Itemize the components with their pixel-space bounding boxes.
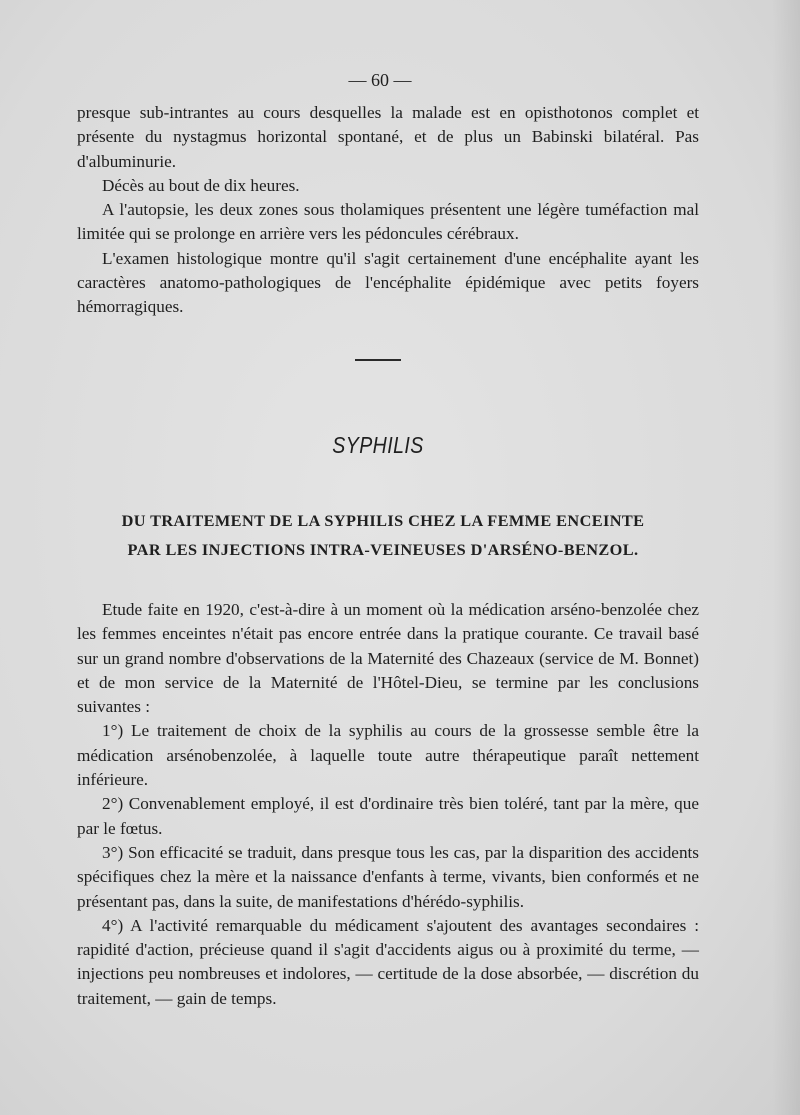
intro-text [77,101,699,320]
conclusion-item: 4°) A l'activité remarquable du médicament s'ajoutent des avantages secondaires : rapidité d'action, précieuse quand il s'agit d'accidents aigus ou à proximité du terme, — injections peu nombreuses et indolores, — certitude de la dose absorbée, — discrétion du traitement, — gain de temps. [77,915,699,1008]
section-divider [355,359,401,361]
intro-paragraph: L'examen histologique montre qu'il s'agit certainement d'une encéphalite ayant les caractères anatomo-pathologiques de l'encéphalite épidémique avec petits foyers hémorragiques. [77,248,699,317]
article-body [77,598,699,1011]
article-title [90,506,676,564]
intro-paragraph: Décès au bout de dix heures. [102,175,300,195]
conclusion-item: 1°) Le traitement de choix de la syphilis au cours de la grossesse semble être la médication arsénobenzolée, à laquelle toute autre thérapeutique paraît nettement inférieure. [77,721,699,790]
page-edge-shadow [772,0,800,1115]
conclusion-item: 3°) Son efficacité se traduit, dans presque tous les cas, par la disparition des accidents spécifiques chez la mère et la naissance d'enfants à terme, vivants, bien conformés et ne présentant pas, dans la suite, de manifestations d'hérédo-syphilis. [77,842,699,911]
conclusion-item: 2°) Convenablement employé, il est d'ordinaire très bien toléré, tant par la mère, que par le fœtus. [77,794,699,838]
intro-paragraph: presque sub-intrantes au cours desquelles la malade est en opisthotonos complet et présente du nystagmus horizontal spontané, et de plus un Babinski bilatéral. Pas d'albuminurie. [77,103,699,171]
intro-paragraph: A l'autopsie, les deux zones sous tholamiques présentent une légère tuméfaction mal limitée qui se prolonge en arrière vers les pédoncules cérébraux. [77,200,699,244]
page-number: — 60 — [348,70,412,90]
article-title-line: DU TRAITEMENT DE LA SYPHILIS CHEZ LA FEMME ENCEINTE [121,511,645,530]
body-paragraph: Etude faite en 1920, c'est-à-dire à un moment où la médication arséno-benzolée chez les femmes enceintes n'était pas encore entrée dans la pratique courante. Ce travail basé sur un grand nombre d'observations de la Maternité des Chazeaux (service de M. Bonnet) et de mon service de la Maternité de l'Hôtel-Dieu, se termine par les conclusions suivantes : [77,600,699,717]
section-title: SYPHILIS [332,432,424,458]
article-title-line: PAR LES INJECTIONS INTRA-VEINEUSES D'ARSÉNO-BENZOL. [127,540,639,559]
